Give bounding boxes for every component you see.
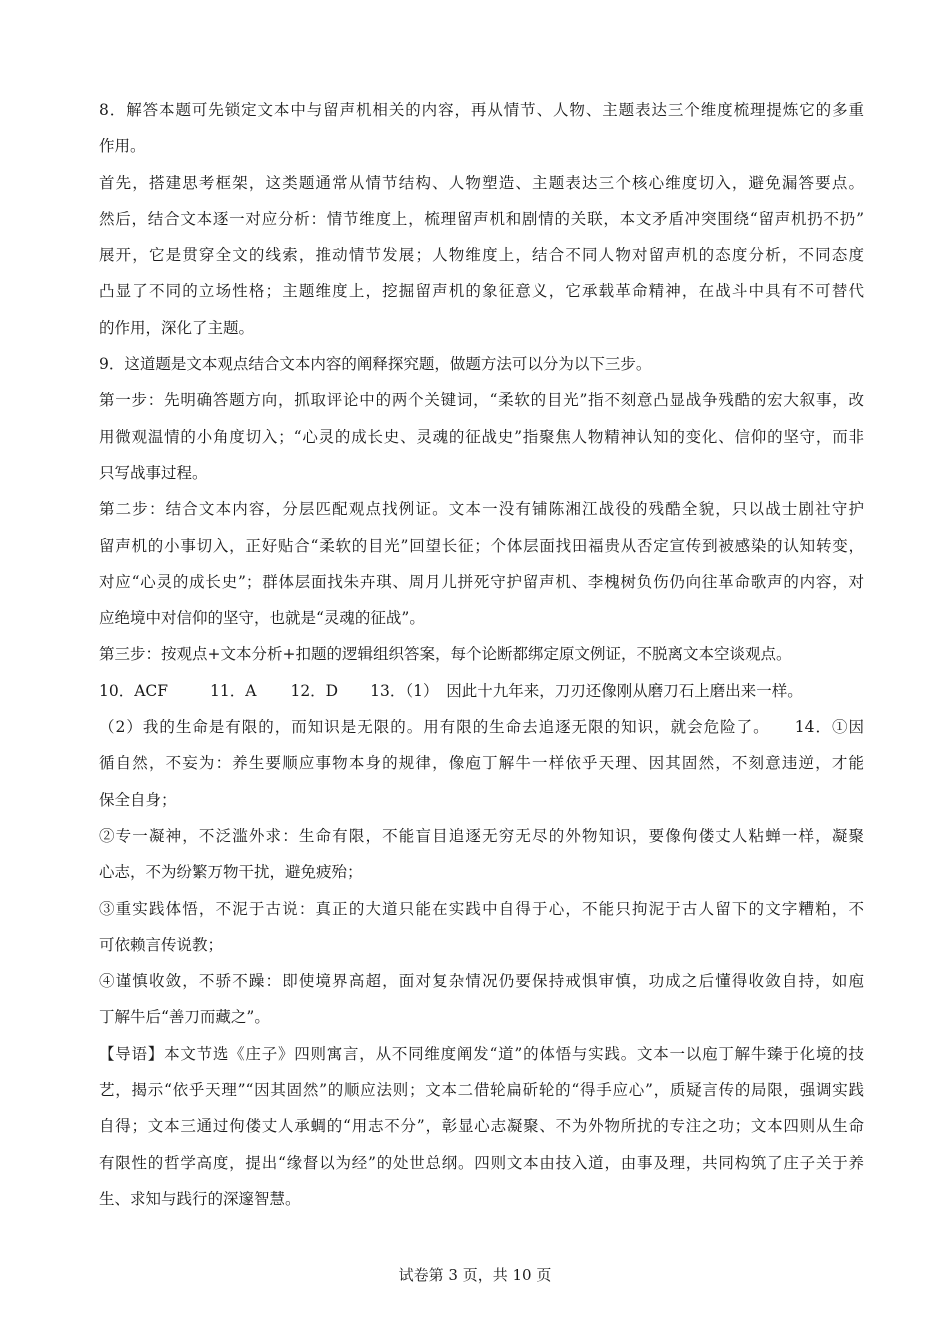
answers-row xyxy=(99,673,864,709)
text-line: 的作用，深化了主题。 xyxy=(99,318,255,337)
text-line: 展开，它是贯穿全文的线索，推动情节发展；人物维度上，结合不同人物对留声机的态度分析，不同态度 xyxy=(99,246,864,265)
text-line: 然后，结合文本逐一对应分析：情节维度上，梳理留声机和剧情的关联，本文矛盾冲突围绕“留声机扔不扔” xyxy=(99,209,864,228)
answer-13: 13．（1） 因此十九年来，刀刃还像刚从磨刀石上磨出来一样。 xyxy=(370,681,803,700)
text-line: ②专一凝神，不泛滥外求：生命有限，不能盲目追逐无穷无尽的外物知识，要像佝偻丈人粘蝉一样，凝聚 xyxy=(99,826,864,845)
text-line: 第三步：按观点+文本分析+扣题的逻辑组织答案，每个论断都绑定原文例证，不脱离文本空谈观点。 xyxy=(99,645,792,664)
text-line: 第一步：先明确答题方向，抓取评论中的两个关键词，“柔软的目光”指不刻意凸显战争残酷的宏大叙事，改 xyxy=(99,391,864,410)
text-line: 丁解牛后“善刀而藏之”。 xyxy=(99,1008,270,1027)
text-line: 首先，搭建思考框架，这类题通常从情节结构、人物塑造、主题表达三个核心维度切入，避免漏答要点。 xyxy=(99,173,864,192)
text-line: 保全自身； xyxy=(99,790,177,809)
text-line: 留声机的小事切入，正好贴合“柔软的目光”回望长征；个体层面找田福贵从否定宣传到被感染的认知转变， xyxy=(99,536,864,555)
answer-content xyxy=(99,92,864,1217)
answer-10: 10．ACF xyxy=(99,681,169,700)
text-line: 用微观温情的小角度切入；“心灵的成长史、灵魂的征战史”指聚焦人物精神认知的变化、信仰的坚守，而非 xyxy=(99,427,864,446)
text-line: 【导语】本文节选《庄子》四则寓言，从不同维度阐发“道”的体悟与实践。文本一以庖丁解牛臻于化境的技 xyxy=(99,1044,864,1063)
text-line: 艺，揭示“依乎天理”“因其固然”的顺应法则；文本二借轮扁斫轮的“得手应心”，质疑言传的局限，强调实践 xyxy=(99,1081,864,1100)
text-line: ④谨慎收敛，不骄不躁：即使境界高超，面对复杂情况仍要保持戒惧审慎，功成之后懂得收敛自持，如庖 xyxy=(99,972,864,991)
text-line: 生、求知与践行的深邃智慧。 xyxy=(99,1189,301,1208)
text-line: 作用。 xyxy=(99,137,146,156)
text-line: 可依赖言传说教； xyxy=(99,935,224,954)
answer-12: 12．D xyxy=(290,681,339,700)
text-line: 对应“心灵的成长史”；群体层面找朱卉琪、周月儿拼死守护留声机、李槐树负伤仍向往革命歌声的内容，对 xyxy=(99,572,864,591)
text-line: 有限性的哲学高度，提出“缘督以为经”的处世总纲。四则文本由技入道，由事及理，共同构筑了庄子关于养 xyxy=(99,1153,864,1172)
text-line: 第二步：结合文本内容，分层匹配观点找例证。文本一没有铺陈湘江战役的残酷全貌，只以战士剧社守护 xyxy=(99,500,864,519)
text-line: 循自然，不妄为：养生要顺应事物本身的规律，像庖丁解牛一样依乎天理、因其固然，不刻意违逆，才能 xyxy=(99,754,864,773)
text-line: 自得；文本三通过佝偻丈人承蜩的“用志不分”，彰显心志凝聚、不为外物所扰的专注之功；文本四则从生命 xyxy=(99,1117,864,1136)
text-line: （2）我的生命是有限的，而知识是无限的。用有限的生命去追逐无限的知识，就会危险了。 14．①因 xyxy=(99,718,864,737)
text-line: 8．解答本题可先锁定文本中与留声机相关的内容，再从情节、人物、主题表达三个维度梳理提炼它的多重 xyxy=(99,101,864,119)
text-line: 9．这道题是文本观点结合文本内容的阐释探究题，做题方法可以分为以下三步。 xyxy=(99,355,652,374)
text-line: 心志，不为纷繁万物干扰，避免疲殆； xyxy=(99,863,363,882)
text-line: 应绝境中对信仰的坚守，也就是“灵魂的征战”。 xyxy=(99,609,425,628)
text-line: ③重实践体悟，不泥于古说：真正的大道只能在实践中自得于心，不能只拘泥于古人留下的文字糟粕，不 xyxy=(99,899,864,918)
page-footer: 试卷第 3 页，共 10 页 xyxy=(398,1266,552,1284)
text-line: 只写战事过程。 xyxy=(99,463,208,482)
text-line: 凸显了不同的立场性格；主题维度上，挖掘留声机的象征意义，它承载革命精神，在战斗中具有不可替代 xyxy=(99,282,864,301)
answer-11: 11．A xyxy=(210,681,257,700)
